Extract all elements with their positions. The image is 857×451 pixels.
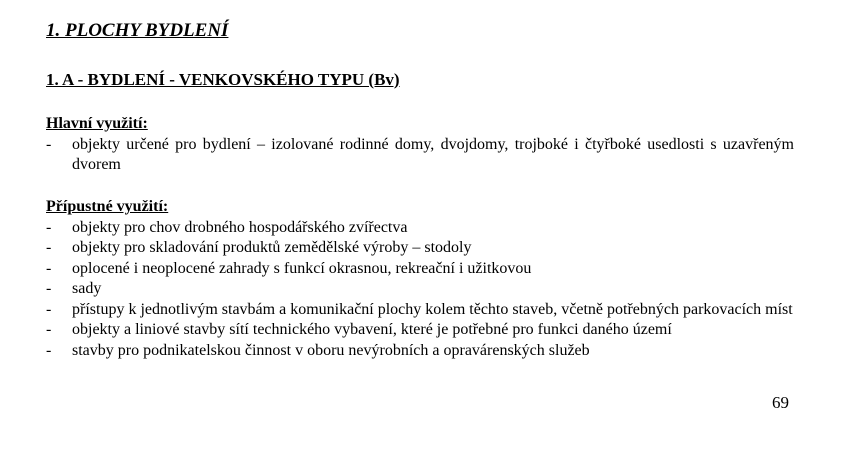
- list-item-text: objekty a liniové stavby sítí technického vybavení, které je potřebné pro funkci daného území: [72, 321, 672, 338]
- allowed-use-list: [46, 218, 794, 362]
- bullet-dash: -: [46, 239, 52, 256]
- bullet-dash: -: [46, 300, 52, 318]
- bullet-dash: -: [46, 280, 52, 297]
- bullet-dash: -: [46, 321, 52, 338]
- list-item: [46, 300, 794, 321]
- bullet-dash: -: [46, 341, 52, 359]
- list-item: [46, 279, 794, 300]
- chapter-heading: 1. PLOCHY BYDLENÍ: [46, 20, 229, 41]
- section-heading: 1. A - BYDLENÍ - VENKOVSKÉHO TYPU (Bv): [46, 70, 400, 89]
- list-item: [46, 218, 794, 239]
- list-item-text: oplocené i neoplocené zahrady s funkcí okrasnou, rekreační i užitkovou: [72, 259, 532, 277]
- list-item-text: sady: [72, 280, 102, 297]
- list-item-text: přístupy k jednotlivým stavbám a komunikační plochy kolem těchto staveb, včetně potřebných parkovacích míst: [72, 300, 793, 318]
- list-item-text: objekty pro skladování produktů zemědělské výroby – stodoly: [72, 239, 472, 256]
- list-item-text: objekty určené pro bydlení – izolované rodinné domy, dvojdomy, trojboké i čtyřboké usedlosti s uzavřeným dvorem: [72, 135, 794, 173]
- bullet-dash: -: [46, 135, 52, 153]
- list-item: [46, 341, 794, 362]
- list-item: [46, 320, 794, 341]
- bullet-dash: -: [46, 218, 52, 236]
- list-item: [46, 259, 794, 280]
- main-use-section: [46, 114, 794, 176]
- list-item: [46, 135, 794, 176]
- list-item: [46, 238, 794, 259]
- allowed-use-title: Přípustné využití:: [46, 198, 169, 215]
- list-item-text: objekty pro chov drobného hospodářského zvířectva: [72, 218, 408, 236]
- allowed-use-section: [46, 197, 794, 361]
- main-use-list: [46, 135, 794, 176]
- main-use-title: Hlavní využití:: [46, 115, 148, 132]
- page-number: 69: [772, 393, 789, 412]
- bullet-dash: -: [46, 259, 52, 277]
- list-item-text: stavby pro podnikatelskou činnost v oboru nevýrobních a opravárenských služeb: [72, 341, 590, 359]
